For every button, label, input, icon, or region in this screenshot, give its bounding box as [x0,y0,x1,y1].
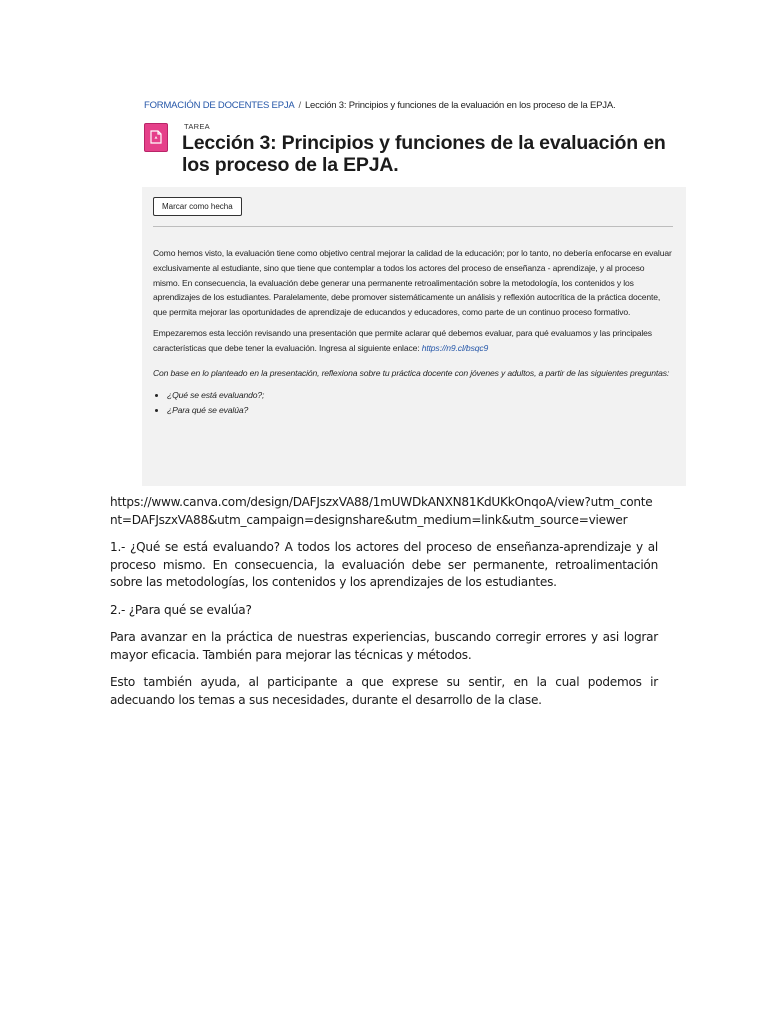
document-body [110,494,658,719]
lesson-screenshot [142,96,686,486]
presentation-link[interactable]: https://n9.cl/bsqc9 [421,342,489,353]
assignment-icon [144,123,168,152]
lesson-paragraph-3: Con base en lo planteado en la presentación, reflexiona sobre tu práctica docente con jóvenes y adultos, a partir de las siguientes preguntas: [153,367,670,378]
question-item-1: • ¿Qué se está evaluando?; [167,388,673,403]
lesson-text [153,246,673,418]
answer-2: Para avanzar en la práctica de nuestras experiencias, buscando corregir errores y asi lograr mayor eficacia. También para mejorar las técnicas y métodos. [110,630,658,662]
lesson-paragraph-2-text: Empezaremos esta lección revisando una presentación que permite aclarar qué debemos evaluar, para qué evaluamos y las principales características que debe tener la evaluación. Ingresa al siguiente enlace: [153,327,652,353]
canva-url[interactable]: https://www.canva.com/design/DAFJszxVA88/1mUWDkANXN81KdUKkOnqoA/view?utm_content=DAFJszxVA88&utm_campaign=designshare&utm_medium=link&utm_source=viewer [110,495,653,527]
breadcrumb-course-link[interactable]: FORMACIÓN DE DOCENTES EPJA [144,100,295,111]
breadcrumb-current: Lección 3: Principios y funciones de la evaluación en los proceso de la EPJA. [304,100,616,111]
answer-3: Esto también ayuda, al participante a que exprese su sentir, en la cual podemos ir adecuando los temas a sus necesidades, durante el desarrollo de la clase. [110,675,658,707]
page-title: Lección 3: Principios y funciones de la evaluación en los proceso de la EPJA. [182,132,666,176]
content-panel [142,187,686,486]
question-2: 2.- ¿Para qué se evalúa? [110,602,252,617]
breadcrumb-separator: / [298,100,301,111]
lesson-paragraph-1: Como hemos visto, la evaluación tiene como objetivo central mejorar la calidad de la educación; por lo tanto, no debería enfocarse en evaluar exclusivamente al estudiante, sino que tiene que contemplar a todos los actores del proceso de enseñanza - aprendizaje, y al proceso mismo. En consecuencia, la evaluación debe generar una permanente retroalimentación sobre la metodología, los contenidos y los aprendizajes de los estudiantes. Paralelamente, debe promover sistemáticamente un análisis y reflexión autocrítica de la práctica docente, que permita mejorar las oportunidades de aprendizaje de educandos y educadores, como parte de un continuo proceso formativo. [153,248,672,318]
lesson-paragraph-2 [153,326,673,356]
question-list [153,388,673,418]
mark-as-done-button[interactable]: Marcar como hecha [153,197,242,216]
breadcrumb [144,100,615,111]
task-kind-label: TAREA [184,122,210,131]
question-item-2: • ¿Para qué se evalúa? [167,403,673,418]
answer-1: 1.- ¿Qué se está evaluando? A todos los actores del proceso de enseñanza-aprendizaje y al proceso mismo. En consecuencia, la evaluación debe ser permanente, retroalimentación sobre las metodologías, los contenidos y los aprendizajes de los estudiantes. [110,540,658,589]
divider [153,226,673,227]
